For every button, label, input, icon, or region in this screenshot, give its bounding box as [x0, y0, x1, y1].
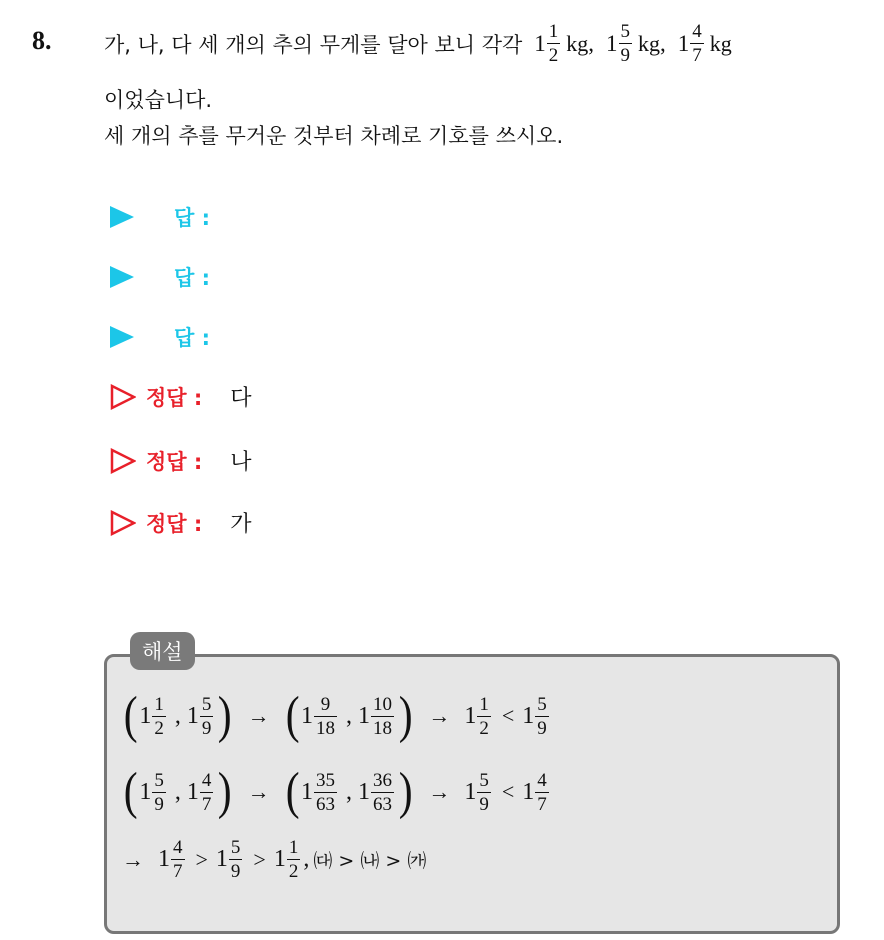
explanation-row-1: ( 1 $\frac{1}{2}$ , 1 $\frac{5}{9}$ ) → ( 1 $\frac{9}{18}$ , 1 $\frac{10}{18}$ ) → 1 $\frac{1}{2}$ < 1 $\frac{5}{9}$ — [123, 687, 547, 744]
question-line-2: 이었습니다. — [104, 88, 213, 112]
correct-value: 나 — [230, 450, 252, 475]
explanation-row-2: ( 1 $\frac{5}{9}$ , 1 $\frac{4}{7}$ ) → ( 1 $\frac{35}{63}$ , 1 $\frac{36}{63}$ ) → 1 $\frac{5}{9}$ < 1 $\frac{4}{7}$ — [123, 763, 547, 820]
weight-da: 1 $\frac{4}{7}$ kg — [677, 21, 732, 66]
correct-row-1 — [110, 381, 252, 412]
play-triangle-icon — [110, 326, 134, 348]
answer-label: 답 : — [174, 326, 210, 350]
question-line-3: 세 개의 추를 무거운 것부터 차례로 기호를 쓰시오. — [104, 124, 564, 148]
outline-triangle-icon — [110, 384, 136, 410]
question-text: 가, 나, 다 세 개의 추의 무게를 달아 보니 각각 — [104, 32, 523, 57]
answer-row-2[interactable] — [110, 262, 210, 292]
play-triangle-icon — [110, 206, 134, 228]
answer-row-1[interactable] — [110, 202, 210, 232]
correct-label: 정답 : — [146, 511, 203, 536]
answer-row-3[interactable] — [110, 322, 210, 352]
answer-label: 답 : — [174, 266, 210, 290]
play-triangle-icon — [110, 266, 134, 288]
weight-ga: 1 $\frac{1}{2}$ kg , — [534, 21, 595, 66]
answer-label: 답 : — [174, 206, 210, 230]
explanation-tag: 해설 — [130, 632, 195, 670]
order-result: ㈐ > ㈏ > ㈎ — [313, 850, 427, 872]
outline-triangle-icon — [110, 510, 136, 536]
correct-row-2 — [110, 445, 252, 476]
question-line-1 — [104, 22, 732, 65]
explanation-row-3: → 1 $\frac{4}{7}$ > 1 $\frac{5}{9}$ > 1 $\frac{1}{2}$ , ㈐ > ㈏ > ㈎ — [122, 837, 427, 882]
correct-row-3 — [110, 507, 252, 538]
outline-triangle-icon — [110, 448, 136, 474]
correct-label: 정답 : — [146, 449, 203, 474]
correct-value: 다 — [230, 386, 252, 411]
weight-na: 1 $\frac{5}{9}$ kg , — [606, 21, 666, 66]
correct-value: 가 — [230, 512, 252, 537]
correct-label: 정답 : — [146, 385, 203, 410]
question-number: 8. — [32, 26, 52, 55]
